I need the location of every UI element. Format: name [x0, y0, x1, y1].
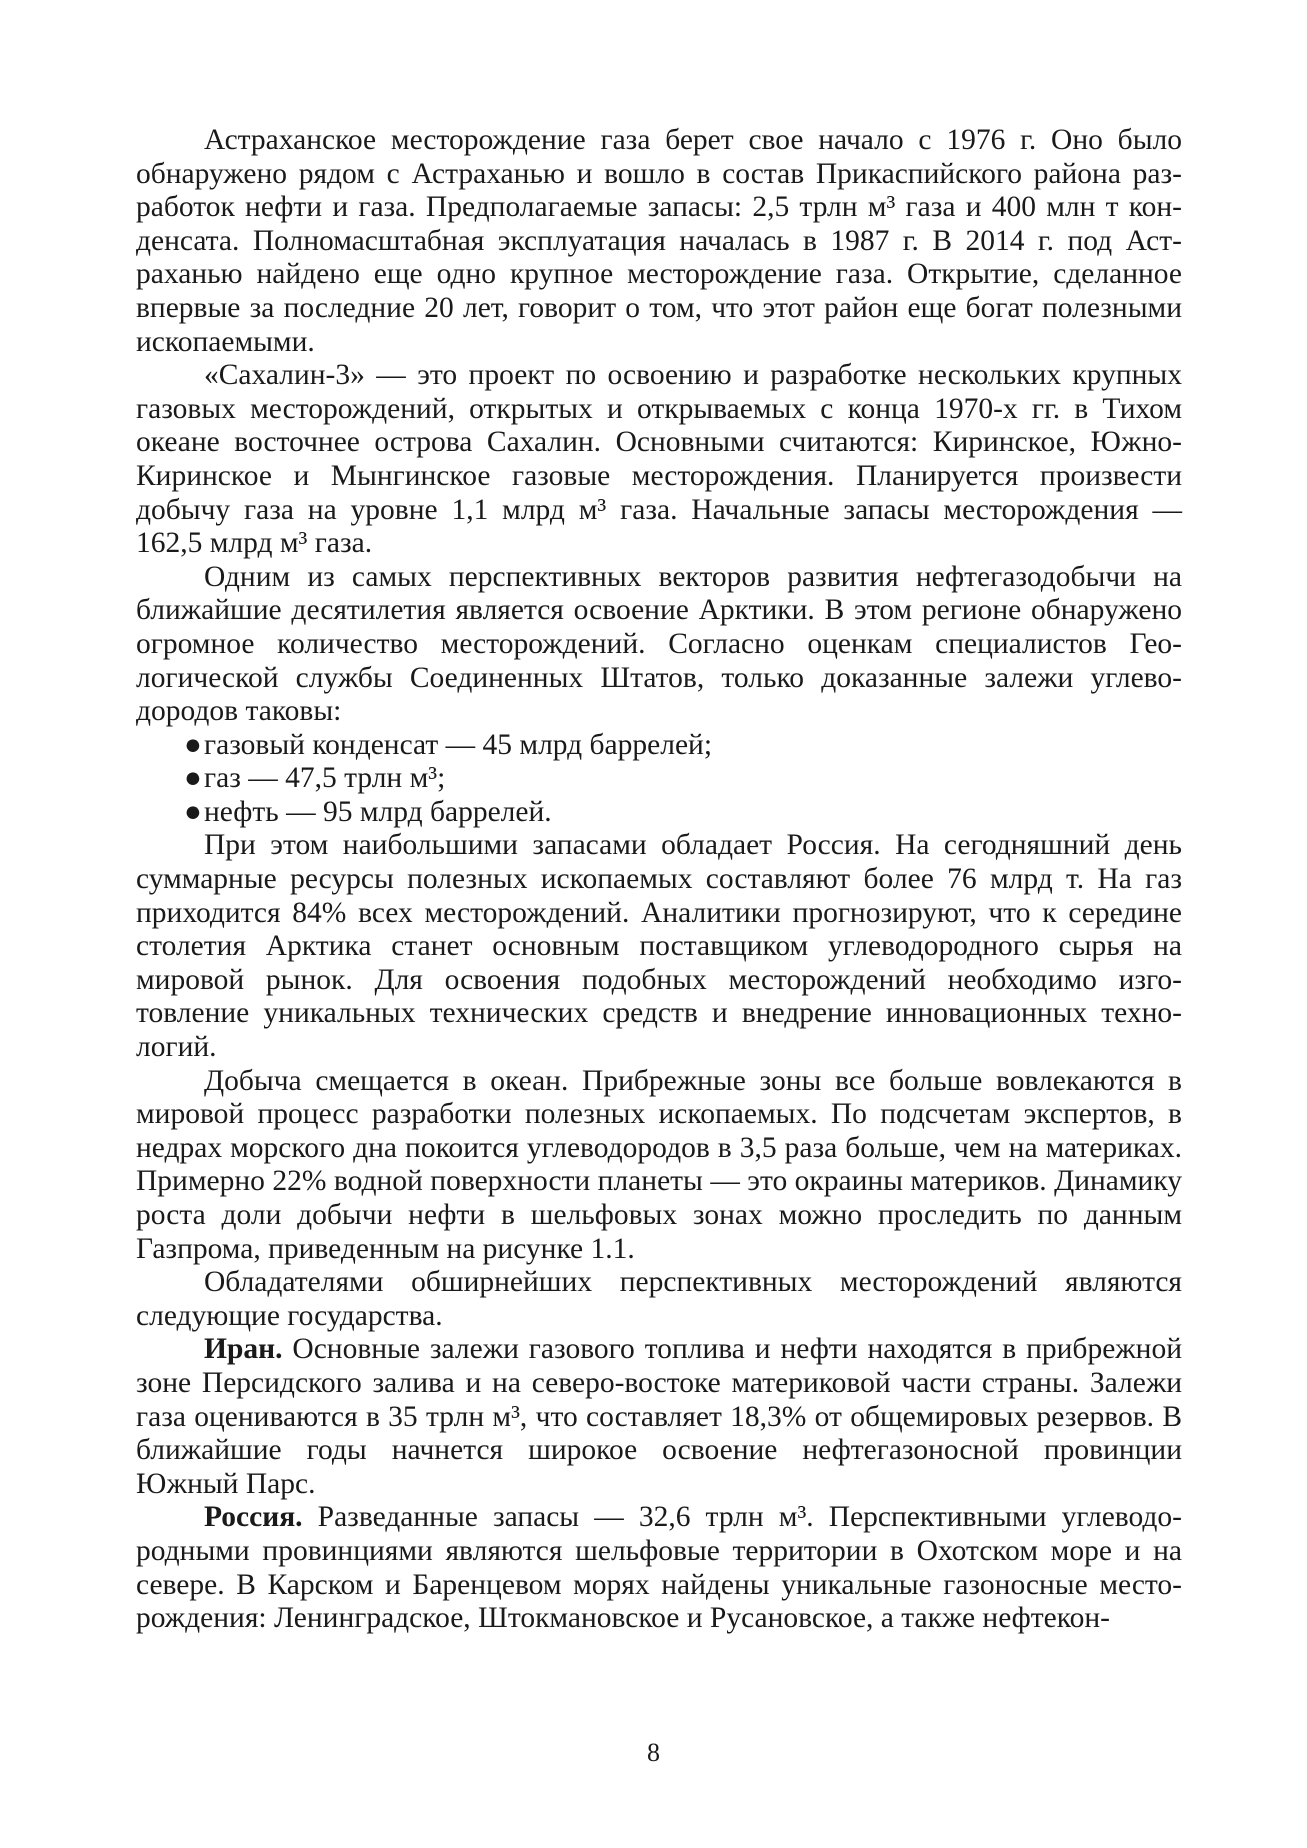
list-item — [136, 796, 1182, 830]
paragraph-owners: Обладателями обширнейших перспективных месторождений являются следующие государства. — [136, 1266, 1182, 1332]
list-item — [136, 729, 1182, 763]
bullet-icon: ● — [184, 728, 202, 761]
paragraph-astrakhan: Астраханское месторождение газа берет свое начало с 1976 г. Оно было обнаружено рядом с Астраханью и вошло в состав Прикаспийского района разработок нефти и газа. Предполагаемые запасы: 2,5 трлн м³ газа и 400 млн т конденсата. Полномасштабная эксплуатация началась в 1987 г. В 2014 г. под Астраханью найдено еще одно крупное месторождение газа. Открытие, сделанное впервые за последние 20 лет, говорит о том, что этот район еще богат полезными ископаемыми. — [136, 124, 1182, 358]
list-item-text: газовый конденсат — 45 млрд баррелей; — [204, 728, 713, 761]
list-item-text: газ — 47,5 трлн м³; — [204, 762, 446, 795]
page-body — [136, 124, 1182, 1636]
list-item-text: нефть — 95 млрд баррелей. — [204, 795, 552, 828]
paragraph-sakhalin: «Сахалин-3» — это проект по освоению и разработке нескольких крупных газовых месторождений, открытых и открываемых с конца 1970-х гг. в Тихом океане восточнее острова Сахалин. Основными считаются: Киринское, Южно-Киринское и Мынгинское газовые месторождения. Планируется произвести добычу газа на уровне 1,1 млрд м³ газа. Начальные запасы месторождения — 162,5 млрд м³ газа. — [136, 359, 1182, 560]
paragraph-russia — [136, 1501, 1182, 1635]
bullet-icon: ● — [184, 762, 202, 795]
country-heading-russia: Россия. — [204, 1501, 303, 1534]
country-heading-iran: Иран. — [204, 1333, 283, 1366]
paragraph-iran-text: Основные залежи газового топлива и нефти находятся в прибрежной зоне Персидского залива и на северо-востоке материковой части страны. Залежи газа оцениваются в 35 трлн м³, что составляет 18,3% от общемировых резервов. В ближайшие годы начнется широкое освоение нефтегазоносной провинции Южный Парс. — [136, 1333, 1182, 1500]
page-number: 8 — [647, 1738, 660, 1767]
paragraph-russia-text: Разведанные запасы — 32,6 трлн м³. Перспективными углеводородными провинциями являются шельфовые территории в Охотском море и на севере. В Карском и Баренцевом морях найдены уникальные газоносные месторождения: Ленинградское, Штокмановское и Русановское, а также нефтекон- — [136, 1501, 1182, 1635]
list-item — [136, 762, 1182, 796]
paragraph-iran — [136, 1333, 1182, 1501]
paragraph-ocean: Добыча смещается в океан. Прибрежные зоны все больше вовлекаются в мировой процесс разработки полезных ископаемых. По подсчетам экспертов, в недрах морского дна покоится углеводородов в 3,5 раза больше, чем на материках. Примерно 22% водной поверхности планеты — это окраины материков. Динамику роста доли добычи нефти в шельфовых зонах можно проследить по данным Газпрома, приведенным на рисунке 1.1. — [136, 1064, 1182, 1265]
bullet-icon: ● — [184, 795, 202, 828]
paragraph-arctic: Одним из самых перспективных векторов развития нефтегазодобычи на ближайшие десятилетия является освоение Арктики. В этом регионе обнаружено огромное количество месторождений. Согласно оценкам специалистов Геологической службы Соединенных Штатов, только доказанные залежи углеводородов таковы: — [136, 560, 1182, 728]
reserves-list — [136, 729, 1182, 830]
paragraph-russia-reserves: При этом наибольшими запасами обладает Россия. На сегодняшний день суммарные ресурсы полезных ископаемых составляют более 76 млрд т. На газ приходится 84% всех месторождений. Аналитики прогнозируют, что к середине столетия Арктика станет основным поставщиком углеводородного сырья на мировой рынок. Для освоения подобных месторождений необходимо изготовление уникальных технических средств и внедрение инновационных технологий. — [136, 829, 1182, 1064]
